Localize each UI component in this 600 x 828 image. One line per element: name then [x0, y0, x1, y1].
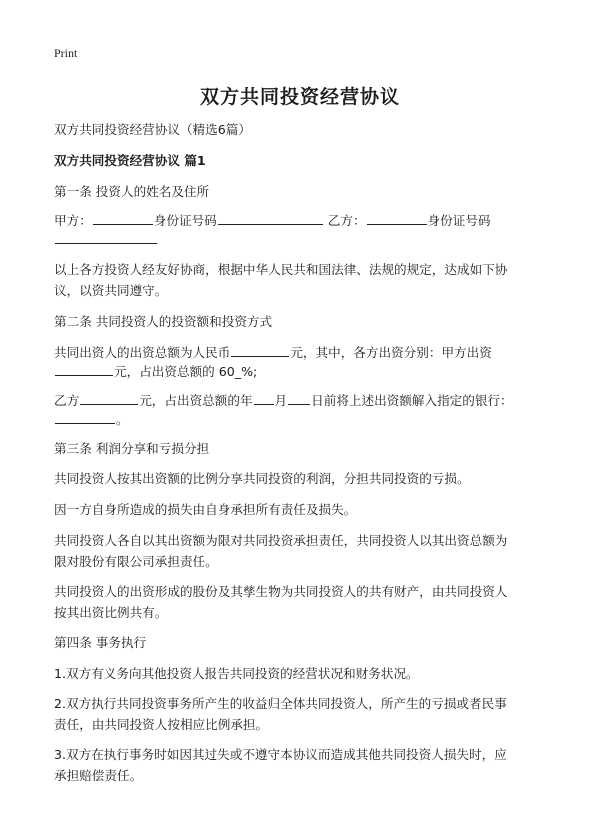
- para1-line1: 以上各方投资人经友好协商，根据中华人民共和国法律、法规的规定，达成如下协: [54, 262, 508, 277]
- print-label: Print: [54, 46, 78, 60]
- party-b-id-blank: [55, 229, 157, 244]
- month-label: 月: [274, 393, 288, 408]
- article-4-item3-line1: 3.双方在执行事务时如因其过失或不遵守本协议而造成其他共同投资人损失时，应: [54, 747, 507, 762]
- party-b-label: 乙方：: [327, 213, 366, 228]
- article-4-heading: 第四条 事务执行: [54, 635, 147, 650]
- article-3-para1: 共同投资人按其出资额的比例分享共同投资的利润，分担共同投资的亏损。: [54, 471, 470, 486]
- party-b-id-line: [54, 229, 554, 250]
- article-3-para2: 因一方自身所造成的损失由自身承担所有责任及损失。: [54, 502, 357, 517]
- article-3-para3-line2: 限对股份有限公司承担责任。: [54, 554, 218, 569]
- article-3-para4-line2: 按其出资比例共有。: [54, 605, 168, 620]
- bank-text: 日前将上述出资额解入指定的银行：: [311, 393, 513, 408]
- month-blank: [254, 390, 274, 405]
- party-a-label: 甲方：: [54, 213, 92, 228]
- party-a-capital-blank: [55, 361, 113, 376]
- day-blank: [288, 390, 310, 405]
- article-2-heading: 第二条 共同投资人的投资额和投资方式: [54, 314, 273, 329]
- bank-blank: [55, 409, 115, 424]
- article-3-heading: 第三条 利润分享和亏损分担: [54, 441, 210, 456]
- article-2-line3: [54, 390, 554, 411]
- article-2-line2: [54, 361, 554, 382]
- article-4-item1: 1.双方有义务向其他投资人报告共同投资的经营状况和财务状况。: [54, 666, 419, 681]
- article-4-item2-line2: 责任，由共同投资人按相应比例承担。: [54, 717, 269, 732]
- document-title: 双方共同投资经营协议: [199, 86, 400, 108]
- party-b-name-blank: [367, 210, 427, 225]
- article-1-heading: 第一条 投资人的姓名及住所: [54, 184, 210, 199]
- bank-period: 。: [116, 412, 129, 427]
- article-3-para4-line1: 共同投资人的出资形成的股份及其孳生物为共同投资人的共有财产，由共同投资人: [54, 584, 508, 599]
- party-b-share-text: 元，占出资总额的年: [139, 393, 253, 408]
- article-2-line1: [54, 342, 554, 363]
- party-a-id-blank: [218, 210, 323, 225]
- article-2-line4: [54, 409, 554, 430]
- party-b-capital-blank: [80, 390, 138, 405]
- document-subtitle: 双方共同投资经营协议（精选6篇）: [54, 122, 251, 137]
- article-4-item2-line1: 2.双方执行共同投资事务所产生的收益归全体共同投资人，所产生的亏损或者民事: [54, 696, 507, 711]
- section-heading: 双方共同投资经营协议 篇1: [54, 153, 206, 168]
- total-capital-blank: [231, 342, 289, 357]
- contribution-text: 元，其中，各方出资分别：甲方出资: [290, 345, 492, 360]
- article-4-item3-line2: 承担赔偿责任。: [54, 768, 143, 783]
- para1-line2: 议，以资共同遵守。: [54, 283, 168, 298]
- article-3-para3-line1: 共同投资人各自以其出资额为限对共同投资承担责任，共同投资人以其出资总额为: [54, 533, 508, 548]
- party-b-capital-label: 乙方: [54, 393, 80, 408]
- id-label-b: 身份证号码: [427, 213, 491, 228]
- party-line: [54, 210, 554, 231]
- party-a-share-text: 元，占出资总额的 60_%;: [114, 364, 258, 379]
- party-a-name-blank: [93, 210, 153, 225]
- total-capital-label: 共同出资人的出资总额为人民币: [54, 345, 231, 360]
- id-label-a: 身份证号码: [153, 213, 217, 228]
